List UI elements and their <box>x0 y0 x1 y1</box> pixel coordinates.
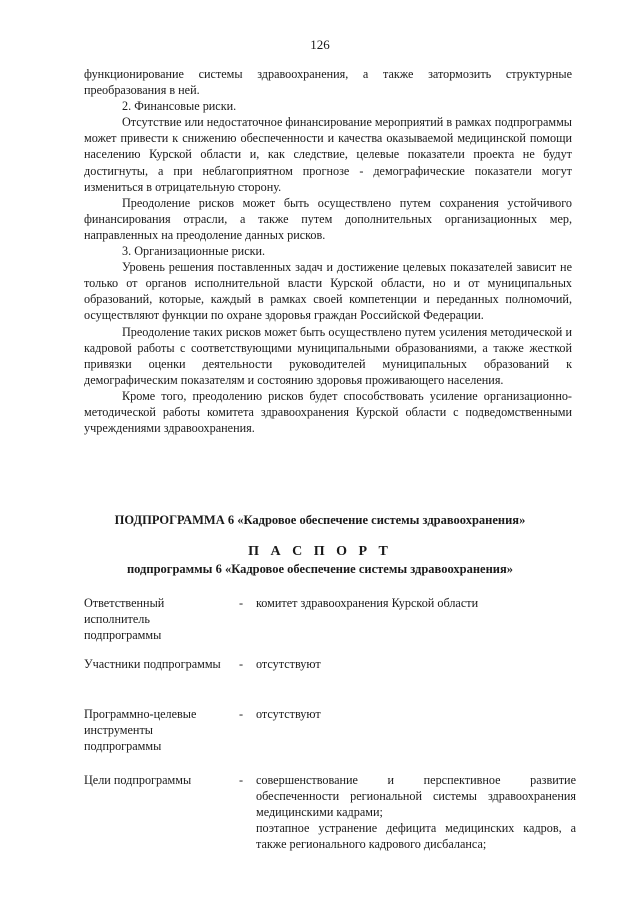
paragraph: Преодоление рисков может быть осуществлено путем сохранения устойчивого финансирования отрасли, а также путем дополнительных организационных мер, направленных на преодоление данных рисков. <box>84 195 572 242</box>
row-dash: - <box>239 596 244 610</box>
page-number: 126 <box>310 37 330 52</box>
row-value-line: комитет здравоохранения Курской области <box>256 596 479 610</box>
row-value <box>256 772 576 852</box>
row-label: Программно-целевые инструменты подпрограммы <box>84 707 197 753</box>
paragraph: 3. Организационные риски. <box>122 244 266 259</box>
paragraph: Отсутствие или недостаточное финансирование мероприятий в рамках подпрограммы может привести к снижению обеспеченности и качества оказываемой медицинской помощи населению Курской области и, как следствие, целевые показатели проекта не будут достигнуты, а при неблагоприятном прогнозе - демографические показатели могут измениться в отрицательную сторону. <box>84 115 572 194</box>
row-label: Цели подпрограммы <box>84 773 192 787</box>
row-dash: - <box>239 773 244 787</box>
body-text <box>84 66 572 436</box>
paragraph: Кроме того, преодолению рисков будет способствовать усиление организационно-методической работы комитета здравоохранения Курской области с подведомственными учреждениями здравоохранения. <box>84 388 572 436</box>
passport-subtitle: подпрограммы 6 «Кадровое обеспечение системы здравоохранения» <box>126 562 514 576</box>
row-value <box>256 595 576 611</box>
row-value-line: отсутствуют <box>256 657 321 671</box>
row-value <box>256 706 576 722</box>
paragraph: Уровень решения поставленных задач и достижение целевых показателей зависит не только от органов исполнительной власти Курской области, но и от муниципальных образований, которые, каждый в рамках своей компетенции и переданных полномочий, осуществляют функции по охране здоровья граждан Российской Федерации. <box>84 260 572 323</box>
subprogram-heading: ПОДПРОГРАММА 6 «Кадровое обеспечение системы здравоохранения» <box>114 513 526 527</box>
row-value-line: поэтапное устранение дефицита медицинских кадров, а также регионального кадрового дисбаланса; <box>256 821 576 851</box>
row-label: Ответственный исполнитель подпрограммы <box>84 596 165 642</box>
paragraph: Преодоление таких рисков может быть осуществлено путем усиления методической и кадровой работы с соответствующими муниципальными образованиями, а также жесткой привязки оценки деятельности руководителей муниципальных образований к демографическим показателям и состоянию здоровья проживающего населения. <box>84 324 572 387</box>
row-label: Участники подпрограммы <box>84 657 221 671</box>
paragraph: 2. Финансовые риски. <box>122 99 237 114</box>
passport-title: П А С П О Р Т <box>248 544 392 559</box>
row-value <box>256 656 576 672</box>
row-dash: - <box>239 707 244 721</box>
row-value-line: отсутствуют <box>256 707 321 721</box>
row-value-line: совершенствование и перспективное развитие обеспеченности региональной системы здравоохранения медицинскими кадрами; <box>256 773 576 819</box>
row-dash: - <box>239 657 244 671</box>
paragraph: функционирование системы здравоохранения, а также затормозить структурные преобразования в ней. <box>84 67 572 98</box>
